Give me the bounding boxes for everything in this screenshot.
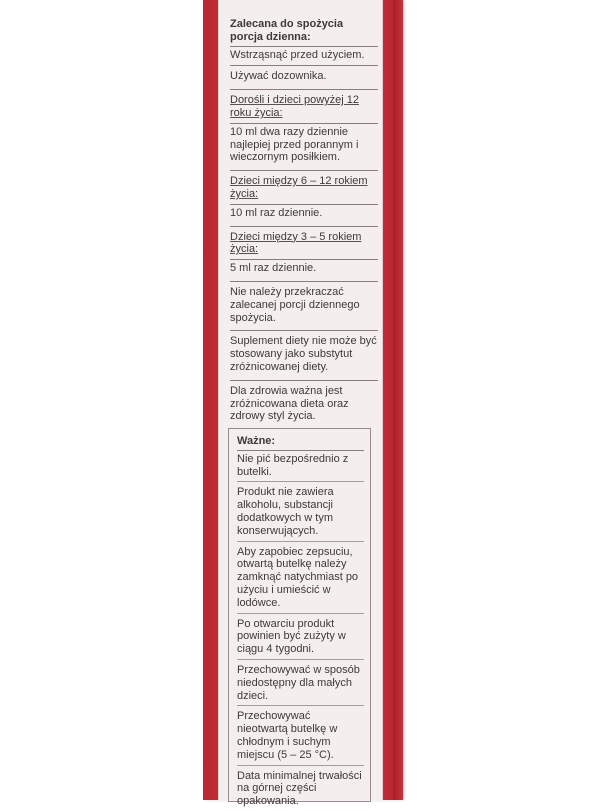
warning-item: Po otwarciu produkt powinien być zużyty w ciągu 4 tygodni.	[237, 618, 364, 660]
warning-item: Data minimalnej trwałości na górnej części opakowania.	[237, 769, 362, 808]
divider	[230, 259, 378, 260]
divider	[230, 46, 378, 47]
warning-item: Przechowywać nieotwartą butelkę w chłodnym i suchym miejscu (5 – 25 °C).	[237, 710, 364, 765]
dosage-section	[230, 18, 378, 433]
group-dose-3-5: 5 ml raz dziennie.	[230, 262, 378, 282]
warning-item: Produkt nie zawiera alkoholu, substancji dodatkowych w tym konserwujących.	[237, 486, 364, 541]
group-label-6-12: Dzieci między 6 – 12 rokiem życia:	[230, 175, 368, 200]
divider	[230, 204, 378, 205]
group-label-3-5: Dzieci między 3 – 5 rokiem życia:	[230, 230, 362, 256]
instruction-shake: Wstrząsnąć przed użyciem.	[230, 49, 378, 67]
divider	[237, 450, 364, 451]
group-label-adults: Dorośli i dzieci powyżej 12 roku życia:	[230, 94, 359, 119]
package-edge	[393, 0, 403, 800]
divider	[230, 123, 378, 124]
warning-box	[228, 428, 371, 808]
warning-item: Nie pić bezpośrednio z butelki.	[237, 453, 364, 483]
group-dose-6-12: 10 ml raz dziennie.	[230, 207, 378, 227]
dosage-heading: Zalecana do spożycia porcja dzienna:	[230, 18, 344, 43]
instruction-dispenser: Używać dozownika.	[230, 70, 378, 90]
warning-item: Przechowywać w sposób niedostępny dla małych dzieci.	[237, 664, 364, 706]
note-limit: Nie należy przekraczać zalecanej porcji dziennego spożycia.	[230, 286, 378, 331]
warning-title: Ważne:	[237, 435, 276, 447]
note-substitute: Suplement diety nie może być stosowany jako substytut zróżnicowanej diety.	[230, 335, 378, 380]
note-healthy: Dla zdrowia ważna jest zróżnicowana dieta oraz zdrowy styl życia.	[230, 384, 349, 423]
warning-item: Aby zapobiec zepsuciu, otwartą butelkę należy zamknąć natychmiast po użyciu i umieścić w lodówce.	[237, 546, 364, 614]
group-dose-adults: 10 ml dwa razy dziennie najlepiej przed porannym i wieczornym posiłkiem.	[230, 126, 378, 171]
